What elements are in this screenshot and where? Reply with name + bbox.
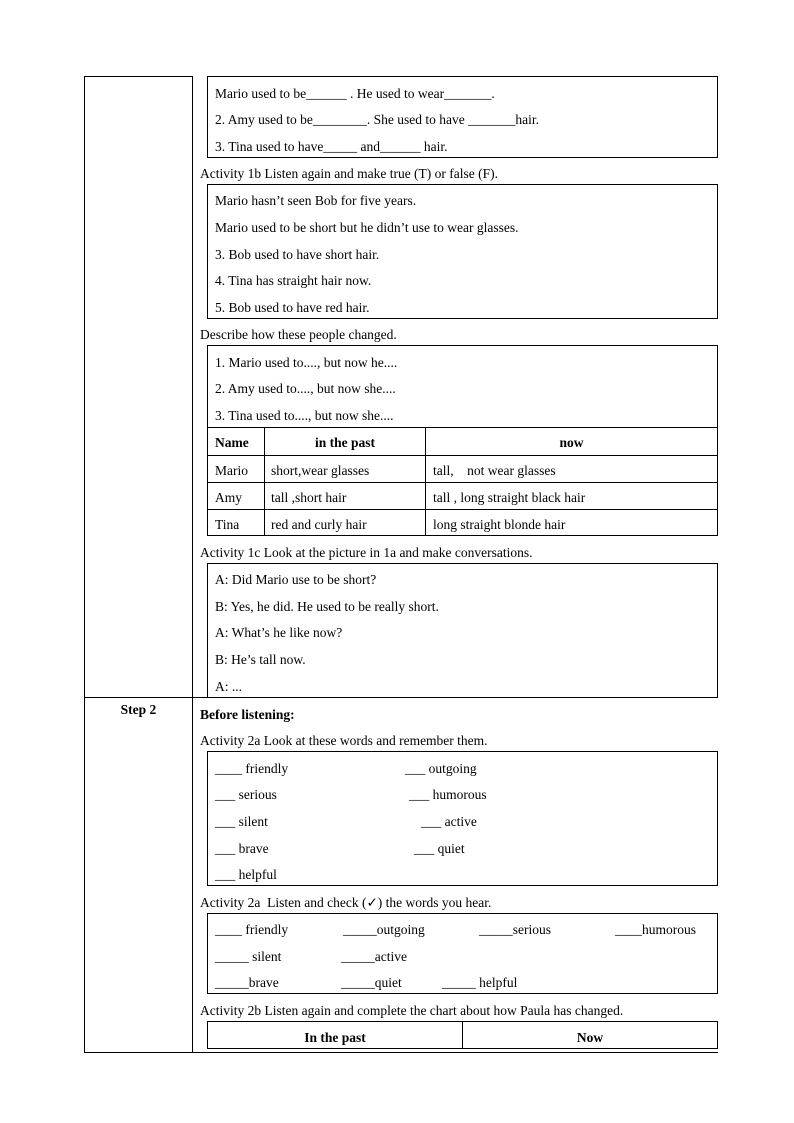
box-describe-bottom xyxy=(207,535,718,536)
check-word: ____ friendly xyxy=(215,922,289,937)
box2a-right xyxy=(717,751,718,886)
change-table-top xyxy=(207,427,718,428)
box1c-top xyxy=(207,563,718,564)
check-word: _____ helpful xyxy=(442,975,518,990)
box1c-left xyxy=(207,563,208,698)
box2a-listen-bottom xyxy=(207,993,718,994)
table-cell: red and curly hair xyxy=(271,517,367,532)
step-row-divider xyxy=(84,697,718,698)
word-item: ___ silent xyxy=(215,814,268,829)
activity-1c-instruction: Activity 1c Look at the picture in 1a and make conversations. xyxy=(200,545,533,560)
word-item: ___ quiet xyxy=(414,841,465,856)
word-item: ___ serious xyxy=(215,787,277,802)
box2a-listen-left xyxy=(207,913,208,994)
activity-2a-look-instruction: Activity 2a Look at these words and remember them. xyxy=(200,733,488,748)
box1c-right xyxy=(717,563,718,698)
word-item: ___ humorous xyxy=(409,787,487,802)
word-item: ___ active xyxy=(421,814,477,829)
outer-bottom-border xyxy=(84,1052,718,1053)
word-item: ___ helpful xyxy=(215,867,277,882)
dialogue-line: A: What’s he like now? xyxy=(215,625,343,640)
table-cell: Tina xyxy=(215,517,240,532)
check-word: _____outgoing xyxy=(343,922,425,937)
box1a-line-3: 3. Tina used to have_____ and______ hair. xyxy=(215,139,448,154)
box1b-right xyxy=(717,184,718,319)
box1a-line-1: Mario used to be______ . He used to wear_______. xyxy=(215,86,495,101)
box1a-right xyxy=(717,76,718,158)
describe-item-2: 2. Amy used to...., but now she.... xyxy=(215,381,396,396)
dialogue-line: B: Yes, he did. He used to be really short. xyxy=(215,599,439,614)
box1b-bottom xyxy=(207,318,718,319)
table-cell: Mario xyxy=(215,463,248,478)
check-word: _____quiet xyxy=(341,975,402,990)
box-describe-left xyxy=(207,345,208,536)
box1a-left xyxy=(207,76,208,158)
activity-2a-listen-instruction: Activity 2a Listen and check (✓) the words you hear. xyxy=(200,895,492,910)
chart-2b-header-now: Now xyxy=(576,1030,604,1045)
change-table-row-line-1 xyxy=(207,455,718,456)
outer-left-border xyxy=(84,76,85,1053)
box-describe-top xyxy=(207,345,718,346)
before-listening-heading: Before listening: xyxy=(200,707,295,722)
box2a-listen-top xyxy=(207,913,718,914)
describe-instruction: Describe how these people changed. xyxy=(200,327,397,342)
dialogue-line: B: He’s tall now. xyxy=(215,652,306,667)
box-describe-right xyxy=(717,345,718,536)
table-cell: tall , long straight black hair xyxy=(433,490,586,505)
box2a-listen-right xyxy=(717,913,718,994)
chart-2b-bottom xyxy=(207,1048,718,1049)
box2a-left xyxy=(207,751,208,886)
table-cell: long straight blonde hair xyxy=(433,517,566,532)
column-divider xyxy=(192,76,193,1053)
check-word: ____humorous xyxy=(615,922,696,937)
chart-2b-right xyxy=(717,1021,718,1049)
dialogue-line: A: ... xyxy=(215,679,242,694)
word-item: ____ friendly xyxy=(215,761,289,776)
activity-2b-instruction: Activity 2b Listen again and complete the chart about how Paula has changed. xyxy=(200,1003,624,1018)
box1a-bottom xyxy=(207,157,718,158)
box1a-top xyxy=(207,76,718,77)
check-word: _____ silent xyxy=(215,949,282,964)
box2a-bottom xyxy=(207,885,718,886)
change-table-header-name: Name xyxy=(215,435,249,450)
activity-1b-instruction: Activity 1b Listen again and make true (T) or false (F). xyxy=(200,166,499,181)
table-cell: Amy xyxy=(215,490,242,505)
activity-1b-item-5: 5. Bob used to have red hair. xyxy=(215,300,370,315)
change-table-row-line-3 xyxy=(207,509,718,510)
activity-1b-item-1: Mario hasn’t seen Bob for five years. xyxy=(215,193,417,208)
activity-1b-item-3: 3. Bob used to have short hair. xyxy=(215,247,380,262)
word-item: ___ brave xyxy=(215,841,269,856)
dialogue-line: A: Did Mario use to be short? xyxy=(215,572,377,587)
chart-2b-header-past: In the past xyxy=(304,1030,366,1045)
table-cell: short,wear glasses xyxy=(271,463,370,478)
check-word: _____active xyxy=(341,949,407,964)
box2a-top xyxy=(207,751,718,752)
check-word: _____brave xyxy=(215,975,279,990)
change-table-row-line-2 xyxy=(207,482,718,483)
describe-item-1: 1. Mario used to...., but now he.... xyxy=(215,355,398,370)
activity-1b-item-4: 4. Tina has straight hair now. xyxy=(215,273,372,288)
box1a-line-2: 2. Amy used to be________. She used to have _______hair. xyxy=(215,112,539,127)
step-2-label: Step 2 xyxy=(120,702,157,717)
word-item: ___ outgoing xyxy=(405,761,477,776)
check-word: _____serious xyxy=(479,922,551,937)
outer-top-border xyxy=(84,76,193,77)
box1b-left xyxy=(207,184,208,319)
table-cell: tall ,short hair xyxy=(271,490,347,505)
describe-item-3: 3. Tina used to...., but now she.... xyxy=(215,408,394,423)
change-table-header-past: in the past xyxy=(314,435,375,450)
change-table-header-now: now xyxy=(559,435,584,450)
box1b-top xyxy=(207,184,718,185)
table-cell: tall, not wear glasses xyxy=(433,463,556,478)
activity-1b-item-2: Mario used to be short but he didn’t use to wear glasses. xyxy=(215,220,519,235)
